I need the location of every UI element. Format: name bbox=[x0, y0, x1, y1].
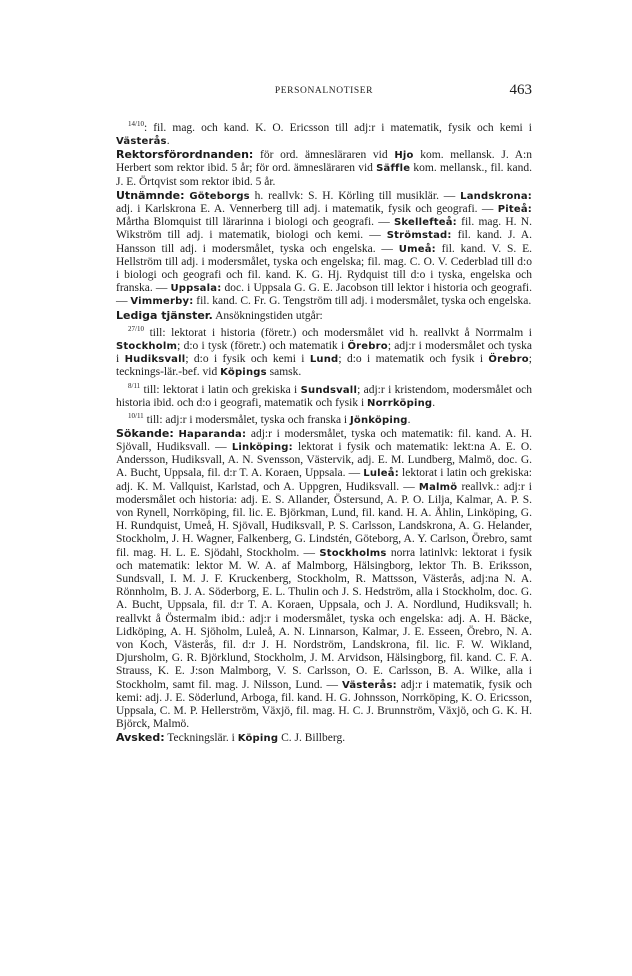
text-run: för ord. ämnesläraren vid bbox=[253, 149, 395, 162]
paragraph-lediga-tjanster bbox=[116, 309, 532, 323]
text-run: till: adj:r i modersmålet, tyska och franska i bbox=[143, 413, 350, 426]
paragraph-vacancies-oct-27 bbox=[116, 323, 532, 380]
place-name: Strömstad: bbox=[386, 230, 452, 242]
text-run: ; d:o i tysk (företr.) och matematik i bbox=[177, 339, 348, 352]
place-name: Lund bbox=[309, 354, 339, 366]
text-run: : fil. mag. och kand. K. O. Ericsson till adj:r i matematik, fysik och kemi i bbox=[143, 121, 532, 134]
place-name: Landskrona: bbox=[460, 190, 532, 202]
place-name: Västerås bbox=[116, 136, 167, 148]
text-run: adj:r i matematik, fysik och kemi: adj. J. E. Söderlund, Arboga, fil. kand. H. G. Johnsson, Norrköping, K. O. Ericsson, Uppsala, C. M. P. Hellerström, Växjö, fil. mag. H. C. J. Brunnström, Växjö, och G. K. H. Björck, Malmö. bbox=[116, 678, 532, 731]
place-name: Vimmerby: bbox=[130, 296, 194, 308]
text-run: C. J. Billberg. bbox=[278, 732, 346, 745]
running-head: PERSONALNOTISER bbox=[274, 86, 374, 96]
text-run: h. reallvk: S. H. Körling till musiklär. — bbox=[249, 189, 461, 202]
section-heading: Lediga tjänster. bbox=[116, 308, 213, 322]
text-run: kom. mellansk. J. A:n Herbert som rektor ibid. 5 år; för ord. ämnesläraren vid bbox=[116, 149, 532, 175]
section-heading: Sökande: bbox=[116, 426, 174, 440]
text-run: ; d:o i fysik och kemi i bbox=[185, 353, 310, 366]
place-name: Köping bbox=[237, 733, 279, 745]
place-name: Säffle bbox=[376, 163, 411, 175]
text-run: ; tecknings-lär.-bef. vid bbox=[116, 353, 532, 379]
text-run: Mårtha Blomquist till lärarinna i biologi och geografi. — bbox=[116, 216, 395, 229]
place-name: Malmö bbox=[418, 481, 458, 493]
section-heading: Rektorsförordnanden: bbox=[116, 148, 254, 162]
place-name: Jönköping bbox=[350, 414, 408, 426]
text-run: . bbox=[407, 413, 411, 426]
place-name: Haparanda: bbox=[178, 428, 247, 440]
date-fraction: 14/10 bbox=[128, 120, 144, 128]
place-name: Stockholms bbox=[319, 547, 387, 559]
text-run: adj:r i modersmålet, tyska och matematik: fil. kand. A. H. Sjövall, Hudiksvall. — bbox=[116, 427, 532, 453]
section-heading: Avsked: bbox=[116, 731, 165, 745]
paragraph-utnamnde bbox=[116, 189, 532, 309]
place-name: Örebro bbox=[347, 340, 388, 352]
date-fraction: 10/11 bbox=[128, 411, 144, 420]
paragraph-rektorsforordnanden bbox=[116, 148, 532, 189]
place-name: Umeå: bbox=[398, 243, 436, 255]
text-run: samsk. bbox=[266, 366, 302, 379]
text-run: ; adj:r i kristendom, modersmålet och historia ibid. och d:o i geografi, matematik och fysik i bbox=[116, 383, 532, 409]
text-run: adj. i Karlskrona E. A. Vennerberg till adj. i matematik, fysik och geografi. — bbox=[116, 203, 498, 216]
place-name: Örebro bbox=[488, 354, 529, 366]
text-run: ; d:o i matematik och fysik i bbox=[338, 353, 489, 366]
text-run: ; adj:r i modersmålet och tyska i bbox=[116, 339, 533, 366]
place-name: Sundsvall bbox=[300, 384, 358, 396]
text-run: fil. kand. V. S. E. Hellström till adj. i modersmålet, tyska och engelska; fil. mag. C. O. V. Cederblad till d:o i biologi och geografi och fil. kand. K. G. Hj. Rydquist till d:o i tyska, engelska och franska. — bbox=[116, 242, 532, 295]
text-run: kom. mellansk., fil. kand. J. E. Örtqvist som rektor ibid. 5 år. bbox=[116, 162, 532, 188]
text-run: fil. kand. C. Fr. G. Tengström till adj. i modersmålet, tyska och engelska. bbox=[193, 295, 532, 308]
place-name: Göteborgs bbox=[189, 190, 250, 202]
date-fraction: 8/11 bbox=[128, 381, 141, 390]
place-name: Hjo bbox=[394, 150, 414, 162]
text-run: lektorat i latin och grekiska: adj. K. M. Vallquist, Karlstad, och A. Uppgren, Hudiksvall. — bbox=[116, 467, 532, 493]
text-run: . bbox=[166, 135, 170, 148]
body-text bbox=[116, 118, 532, 746]
paragraph-vacancies-nov-10 bbox=[116, 410, 532, 427]
place-name: Västerås: bbox=[341, 679, 397, 691]
date-fraction: 27/10 bbox=[128, 324, 144, 333]
place-name: Norrköping bbox=[367, 397, 433, 409]
text-run: reallvk.: adj:r i modersmålet och historia: adj. E. S. Allander, Östersund, A. P. O. Lilja, Kalmar, A. P. S. von Rynell, Norrköping, fil. lic. E. Björkman, Lund, fil. kand. H. A. Åhlin, Linköping, G. H. Rundquist, Umeå, H. Sjövall, Hudiksvall, P. S. Carlsson, Landskrona, A. G. Helander, Stockholm, J. H. Wagner, Falkenberg, G. Lindstén, Göteborg, A. Y. Carlson, Örebro, samt fil. mag. H. L. E. Sjödahl, Stockholm. — bbox=[116, 480, 532, 559]
paragraph-sokande bbox=[116, 427, 532, 732]
place-name: Luleå: bbox=[363, 468, 399, 480]
place-name: Piteå: bbox=[497, 204, 532, 216]
place-name: Köpings bbox=[220, 367, 267, 379]
paragraph-ericsson-appointment bbox=[116, 118, 532, 148]
text-run: till: lektorat i historia (företr.) och modersmålet vid h. reallvkt å Norrmalm i bbox=[143, 326, 532, 339]
page-header bbox=[116, 82, 532, 102]
text-run: till: lektorat i latin och grekiska i bbox=[140, 383, 301, 396]
place-name: Skellefteå: bbox=[394, 217, 457, 229]
place-name: Stockholm bbox=[116, 340, 178, 352]
text-run: fil. mag. H. N. Wikström till adj. i matematik, biologi och kemi. — bbox=[116, 216, 532, 242]
place-name: Hudiksvall bbox=[124, 354, 186, 366]
text-run: norra latinlvk: lektorat i fysik och matematik: lektor M. W. A. af Malmborg, Hälsingborg, lektor Th. B. Eriksson, Sundsvall, I. M. J. F. Kruckenberg, Stockholm, R. Mattsson, Västerås, adj:na N. A. Rönnholm, B. J. A. Söderborg, E. L. Thulin och J. S. Hedström, alla i Stockholm, doc. G. A. Bucht, Uppsala, fil. d:r T. A. Koraen, Uppsala, och J. A. Nordlund, Hudiksvall; h. reallvkt å Östermalm ibid.: adj:r i modersmålet, tyska och engelska: adj. A. H. Bäcke, Lidköping, A. H. Sjöholm, Luleå, A. N. Linnarson, Kalmar, J. E. Esseen, Örebro, N. A. von Koch, Västerås, fil. d:r J. H. Nordström, Landskrona, fil. lic. F. W. Wikland, Djursholm, G. R. Björklund, Stockholm, J. M. Arvidson, Hälsingborg, fil. kand. C. F. A. Strauss, K. E. J:son Malmborg, V. S. Carlsson, O. E. Carlsson, B. A. Wilke, alla i Stockholm, samt fil. mag. J. Nilsson, Lund. — bbox=[116, 546, 532, 691]
place-name: Linköping: bbox=[231, 441, 293, 453]
text-run: lektorat i fysik och matematik: lekt:na A. E. O. Andersson, Hudiksvall, A. N. Svensson, Västervik, adj. E. M. Lundberg, Malmö, doc. G. A. Bucht, Uppsala, fil. d:r T. A. Koraen, Uppsala. — bbox=[116, 440, 532, 480]
text-run: Ansökningstiden utgår: bbox=[212, 309, 323, 322]
place-name: Uppsala: bbox=[170, 283, 222, 295]
paragraph-avsked bbox=[116, 731, 532, 745]
text-run: fil. kand. J. A. Hansson till adj. i modersmålet, tyska och engelska. — bbox=[116, 229, 532, 255]
section-heading: Utnämnde: bbox=[116, 188, 185, 202]
paragraph-vacancies-nov-8 bbox=[116, 380, 532, 410]
text-run: Teckningslär. i bbox=[164, 732, 238, 745]
text-run: . bbox=[432, 396, 436, 409]
page-number: 463 bbox=[509, 82, 532, 98]
text-run: doc. i Uppsala G. G. E. Jacobson till lektor i historia och geografi. — bbox=[116, 282, 532, 308]
